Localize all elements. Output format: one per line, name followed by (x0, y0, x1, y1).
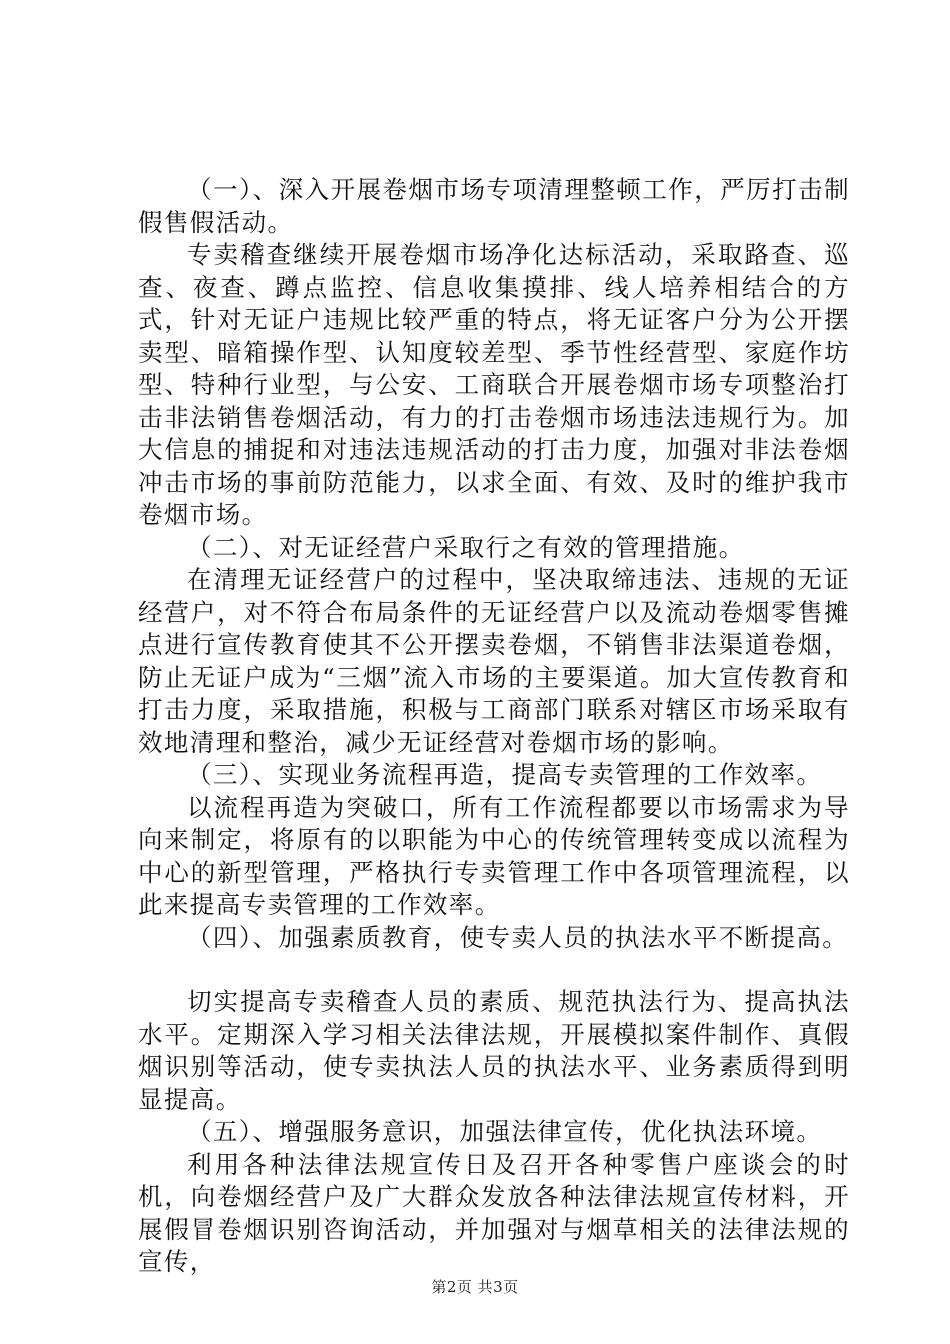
section-heading-3: （三）、实现业务流程再造，提高专卖管理的工作效率。 (187, 760, 823, 789)
section-heading-5: （五）、增强服务意识，加强法律宣传，优化执法环境。 (187, 1117, 823, 1146)
section-heading-4: （四）、加强素质教育，使专卖人员的执法水平不断提高。 (187, 922, 849, 952)
body-paragraph-1: 专卖稽查继续开展卷烟市场净化达标活动，采取路查、巡查、夜查、蹲点监控、信息收集摸排、线人培养相结合的方式，针对无证户违规比较严重的特点，将无证客户分为公开摆卖型、暗箱操作型、认知度较差型、季节性经营型、家庭作坊型、特种行业型，与公安、工商联合开展卷烟市场专项整治打击非法销售卷烟活动，有力的打击卷烟市场违法违规行为。加大信息的捕捉和对违法违规活动的打击力度，加强对非法卷烟冲击市场的事前防范能力，以求全面、有效、及时的维护我市卷烟市场。 (138, 240, 850, 529)
section-heading-2: （二）、对无证经营户采取行之有效的管理措施。 (187, 532, 745, 562)
section-heading-1: （一）、深入开展卷烟市场专项清理整顿工作，严厉打击制假售假活动。 (138, 175, 850, 237)
body-paragraph-3: 以流程再造为突破口，所有工作流程都要以市场需求为导向来制定，将原有的以职能为中心的传统管理转变成以流程为中心的新型管理，严格执行专卖管理工作中各项管理流程，以此来提高专卖管理的工作效率。 (138, 792, 850, 919)
page-number-footer: 第2页 共3页 (431, 1278, 519, 1296)
body-paragraph-5: 利用各种法律法规宣传日及召开各种零售户座谈会的时机，向卷烟经营户及广大群众发放各种法律法规宣传材料，开展假冒卷烟识别咨询活动，并加强对与烟草相关的法律法规的宣传， (138, 1149, 850, 1276)
body-paragraph-4: 切实提高专卖稽查人员的素质、规范执法行为、提高执法水平。定期深入学习相关法律法规，开展模拟案件制作、真假烟识别等活动，使专卖执法人员的执法水平、业务素质得到明显提高。 (138, 987, 850, 1114)
blank-line (138, 954, 850, 986)
body-paragraph-2: 在清理无证经营户的过程中，坚决取缔违法、违规的无证经营户，对不符合布局条件的无证经营户以及流动卷烟零售摊点进行宣传教育使其不公开摆卖卷烟，不销售非法渠道卷烟，防止无证户成为“三烟”流入市场的主要渠道。加大宣传教育和打击力度，采取措施，积极与工商部门联系对辖区市场采取有效地清理和整治，减少无证经营对卷烟市场的影响。 (138, 565, 850, 757)
document-body (138, 174, 850, 1279)
